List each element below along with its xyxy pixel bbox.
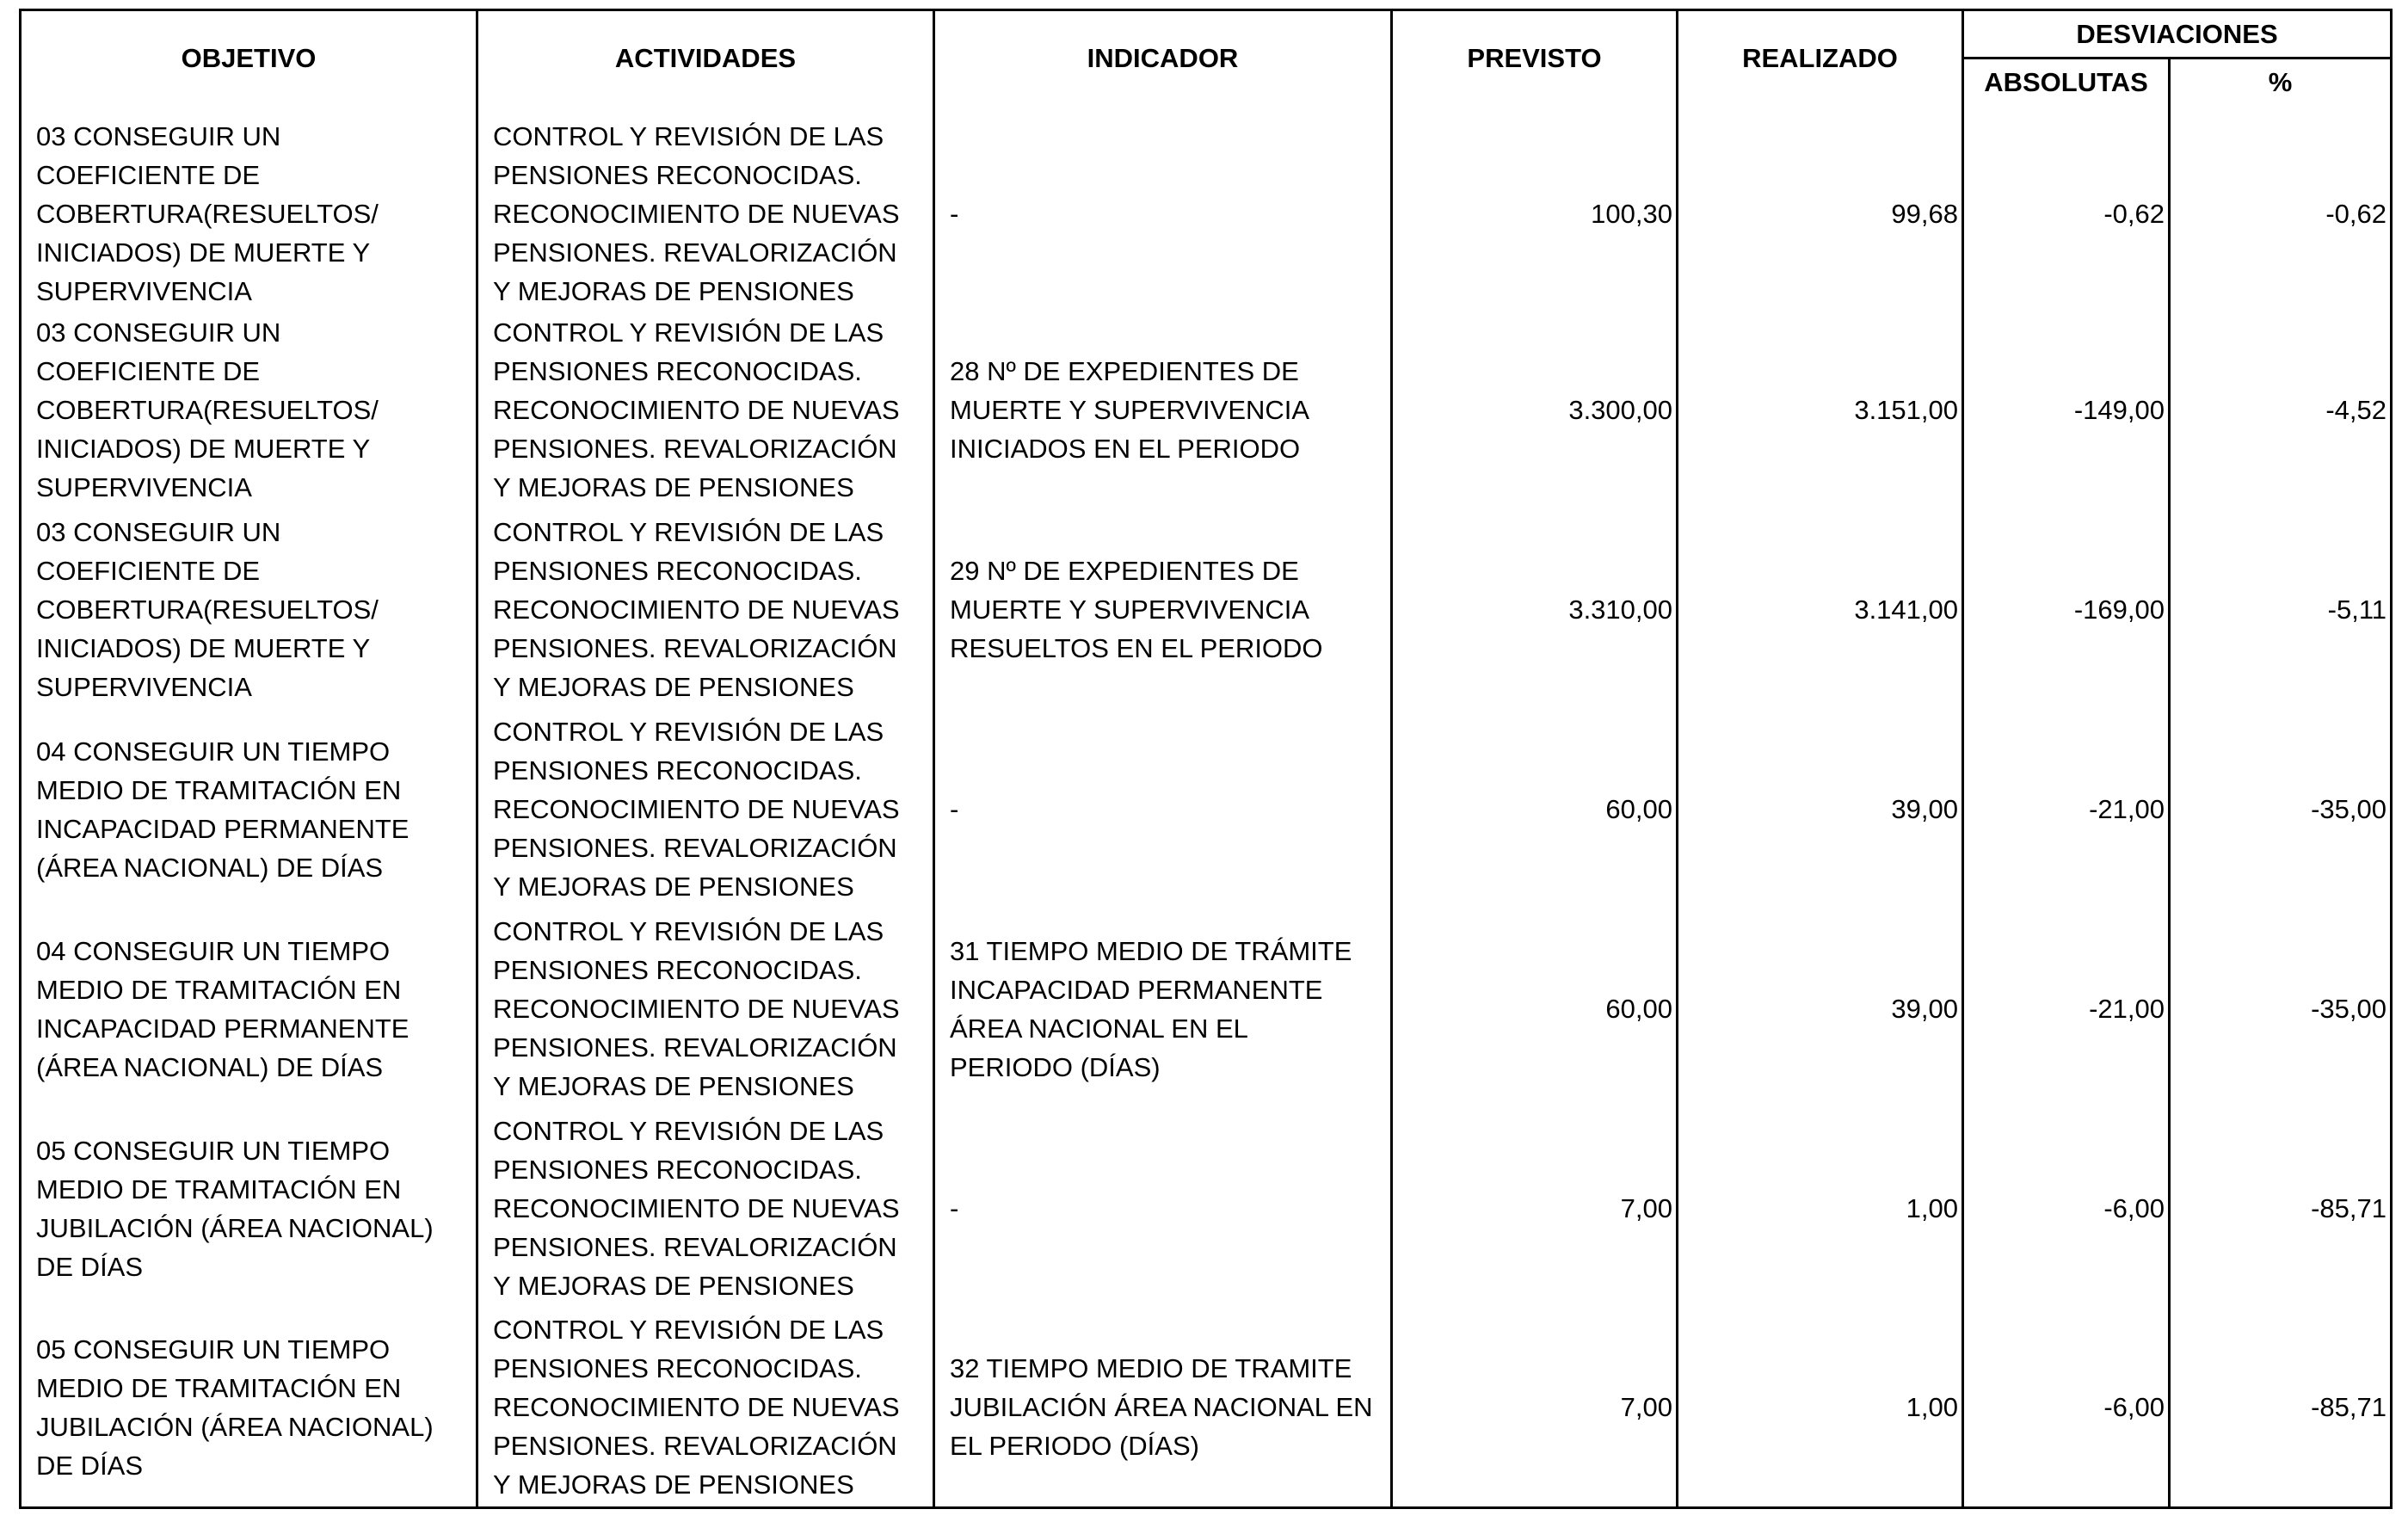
table-body: [21, 107, 2392, 1508]
cell-absolutas: -6,00: [1963, 1109, 2170, 1309]
cell-previsto: 3.300,00: [1392, 311, 1678, 510]
cell-actividades: CONTROL Y REVISIÓN DE LAS PENSIONES RECONOCIDAS. RECONOCIMIENTO DE NUEVAS PENSIONES. REVALORIZACIÓN Y MEJORAS DE PENSIONES: [477, 107, 934, 311]
table-row: [21, 107, 2392, 311]
cell-indicador: -: [934, 710, 1392, 909]
cell-porcentaje: -5,11: [2170, 510, 2392, 710]
header-realizado: REALIZADO: [1678, 10, 1963, 107]
header-absolutas: ABSOLUTAS: [1963, 59, 2170, 107]
header-objetivo: OBJETIVO: [21, 10, 477, 107]
header-previsto: PREVISTO: [1392, 10, 1678, 107]
cell-porcentaje: -85,71: [2170, 1109, 2392, 1309]
table-row: [21, 510, 2392, 710]
table-row: [21, 1109, 2392, 1309]
cell-absolutas: -149,00: [1963, 311, 2170, 510]
cell-absolutas: -21,00: [1963, 909, 2170, 1109]
cell-realizado: 39,00: [1678, 710, 1963, 909]
cell-objetivo: 03 CONSEGUIR UN COEFICIENTE DE COBERTURA(RESUELTOS/ INICIADOS) DE MUERTE Y SUPERVIVENCIA: [21, 311, 477, 510]
cell-absolutas: -6,00: [1963, 1309, 2170, 1508]
cell-realizado: 1,00: [1678, 1309, 1963, 1508]
cell-absolutas: -21,00: [1963, 710, 2170, 909]
table-row: [21, 710, 2392, 909]
cell-previsto: 60,00: [1392, 710, 1678, 909]
objectives-table: [19, 9, 2393, 1509]
cell-indicador: 28 Nº DE EXPEDIENTES DE MUERTE Y SUPERVIVENCIA INICIADOS EN EL PERIODO: [934, 311, 1392, 510]
header-porcentaje: %: [2170, 59, 2392, 107]
cell-porcentaje: -85,71: [2170, 1309, 2392, 1508]
header-desviaciones: DESVIACIONES: [1963, 10, 2392, 59]
cell-absolutas: -169,00: [1963, 510, 2170, 710]
cell-indicador: -: [934, 107, 1392, 311]
cell-objetivo: 04 CONSEGUIR UN TIEMPO MEDIO DE TRAMITACIÓN EN INCAPACIDAD PERMANENTE (ÁREA NACIONAL) DE DÍAS: [21, 710, 477, 909]
header-actividades: ACTIVIDADES: [477, 10, 934, 107]
cell-realizado: 1,00: [1678, 1109, 1963, 1309]
cell-objetivo: 04 CONSEGUIR UN TIEMPO MEDIO DE TRAMITACIÓN EN INCAPACIDAD PERMANENTE (ÁREA NACIONAL) DE DÍAS: [21, 909, 477, 1109]
table-row: [21, 909, 2392, 1109]
cell-indicador: 31 TIEMPO MEDIO DE TRÁMITE INCAPACIDAD PERMANENTE ÁREA NACIONAL EN EL PERIODO (DÍAS): [934, 909, 1392, 1109]
cell-porcentaje: -0,62: [2170, 107, 2392, 311]
cell-porcentaje: -35,00: [2170, 710, 2392, 909]
cell-porcentaje: -35,00: [2170, 909, 2392, 1109]
cell-realizado: 99,68: [1678, 107, 1963, 311]
table-header: [21, 10, 2392, 107]
cell-realizado: 3.151,00: [1678, 311, 1963, 510]
cell-objetivo: 05 CONSEGUIR UN TIEMPO MEDIO DE TRAMITACIÓN EN JUBILACIÓN (ÁREA NACIONAL) DE DÍAS: [21, 1309, 477, 1508]
cell-porcentaje: -4,52: [2170, 311, 2392, 510]
cell-actividades: CONTROL Y REVISIÓN DE LAS PENSIONES RECONOCIDAS. RECONOCIMIENTO DE NUEVAS PENSIONES. REVALORIZACIÓN Y MEJORAS DE PENSIONES: [477, 1109, 934, 1309]
cell-realizado: 3.141,00: [1678, 510, 1963, 710]
cell-previsto: 100,30: [1392, 107, 1678, 311]
cell-actividades: CONTROL Y REVISIÓN DE LAS PENSIONES RECONOCIDAS. RECONOCIMIENTO DE NUEVAS PENSIONES. REVALORIZACIÓN Y MEJORAS DE PENSIONES: [477, 510, 934, 710]
cell-indicador: 29 Nº DE EXPEDIENTES DE MUERTE Y SUPERVIVENCIA RESUELTOS EN EL PERIODO: [934, 510, 1392, 710]
cell-actividades: CONTROL Y REVISIÓN DE LAS PENSIONES RECONOCIDAS. RECONOCIMIENTO DE NUEVAS PENSIONES. REVALORIZACIÓN Y MEJORAS DE PENSIONES: [477, 909, 934, 1109]
cell-actividades: CONTROL Y REVISIÓN DE LAS PENSIONES RECONOCIDAS. RECONOCIMIENTO DE NUEVAS PENSIONES. REVALORIZACIÓN Y MEJORAS DE PENSIONES: [477, 1309, 934, 1508]
cell-indicador: 32 TIEMPO MEDIO DE TRAMITE JUBILACIÓN ÁREA NACIONAL EN EL PERIODO (DÍAS): [934, 1309, 1392, 1508]
cell-absolutas: -0,62: [1963, 107, 2170, 311]
cell-previsto: 3.310,00: [1392, 510, 1678, 710]
cell-previsto: 60,00: [1392, 909, 1678, 1109]
header-indicador: INDICADOR: [934, 10, 1392, 107]
cell-previsto: 7,00: [1392, 1309, 1678, 1508]
cell-actividades: CONTROL Y REVISIÓN DE LAS PENSIONES RECONOCIDAS. RECONOCIMIENTO DE NUEVAS PENSIONES. REVALORIZACIÓN Y MEJORAS DE PENSIONES: [477, 311, 934, 510]
cell-previsto: 7,00: [1392, 1109, 1678, 1309]
cell-objetivo: 03 CONSEGUIR UN COEFICIENTE DE COBERTURA(RESUELTOS/ INICIADOS) DE MUERTE Y SUPERVIVENCIA: [21, 510, 477, 710]
cell-objetivo: 05 CONSEGUIR UN TIEMPO MEDIO DE TRAMITACIÓN EN JUBILACIÓN (ÁREA NACIONAL) DE DÍAS: [21, 1109, 477, 1309]
cell-realizado: 39,00: [1678, 909, 1963, 1109]
table-row: [21, 311, 2392, 510]
table-row: [21, 1309, 2392, 1508]
cell-actividades: CONTROL Y REVISIÓN DE LAS PENSIONES RECONOCIDAS. RECONOCIMIENTO DE NUEVAS PENSIONES. REVALORIZACIÓN Y MEJORAS DE PENSIONES: [477, 710, 934, 909]
cell-objetivo: 03 CONSEGUIR UN COEFICIENTE DE COBERTURA(RESUELTOS/ INICIADOS) DE MUERTE Y SUPERVIVENCIA: [21, 107, 477, 311]
cell-indicador: -: [934, 1109, 1392, 1309]
